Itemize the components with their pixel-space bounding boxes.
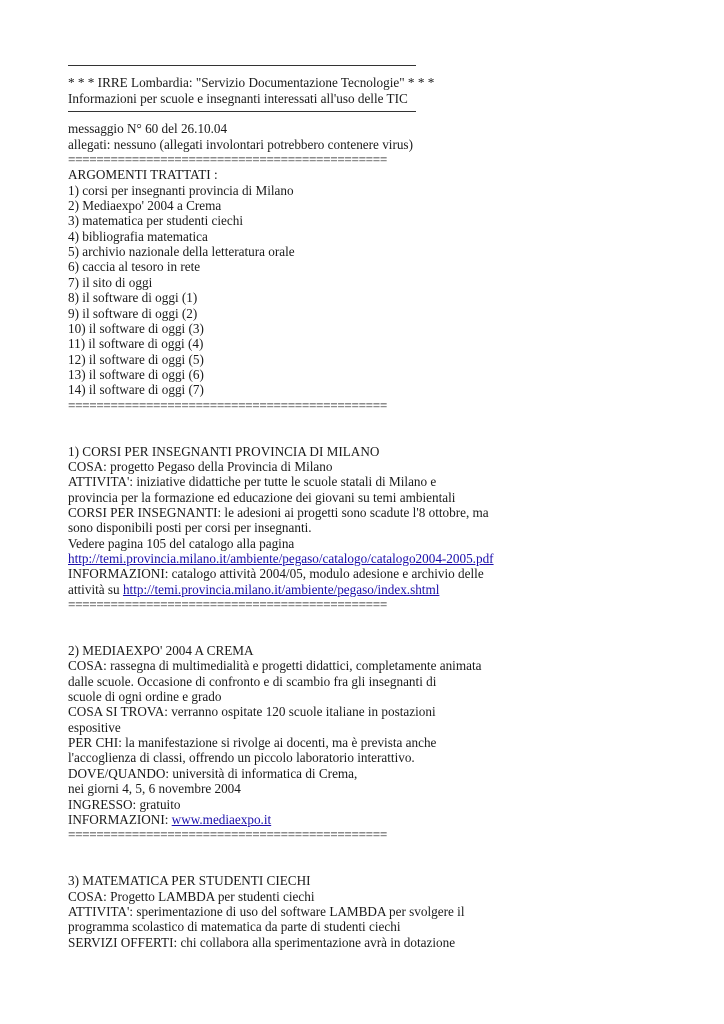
toc-item: 8) il software di oggi (1) (68, 290, 198, 306)
section-3-text: ATTIVITA': sperimentazione di uso del software LAMBDA per svolgere il (68, 903, 465, 919)
section-gap (68, 612, 708, 643)
section-2-text: PER CHI: la manifestazione si rivolge ai docenti, ma è prevista anche (68, 735, 437, 751)
header-rule (68, 106, 708, 121)
toc-item: 9) il software di oggi (2) (68, 305, 198, 321)
toc-item: 5) archivio nazionale della letteratura orale (68, 244, 295, 260)
toc-item: 7) il sito di oggi (68, 274, 153, 290)
attachments-note: allegati: nessuno (allegati involontari potrebbero contenere virus) (68, 136, 413, 152)
section-2-text: COSA: rassegna di multimedialità e progetti didattici, completamente animata (68, 658, 482, 674)
section-1-text: Vedere pagina 105 del catalogo alla pagina (68, 535, 295, 551)
section-2-text: nei giorni 4, 5, 6 novembre 2004 (68, 781, 241, 797)
section-3-text: programma scolastico di matematica da parte di studenti ciechi (68, 919, 401, 935)
separator-line: ============================================= (68, 152, 387, 168)
toc-item: 14) il software di oggi (7) (68, 382, 204, 398)
section-1-title: 1) CORSI PER INSEGNANTI PROVINCIA DI MILANO (68, 443, 380, 459)
newsletter-title: * * * IRRE Lombardia: "Servizio Documentazione Tecnologie" * * * (68, 75, 435, 91)
section-2-text: l'accoglienza di classi, offrendo un piccolo laboratorio interattivo. (68, 750, 415, 766)
section-2-text: espositive (68, 719, 121, 735)
mediaexpo-link-line (68, 812, 708, 827)
toc-item: 3) matematica per studenti ciechi (68, 213, 244, 229)
separator-line: ============================================= (68, 397, 387, 413)
section-2-text: COSA SI TROVA: verranno ospitate 120 scuole italiane in postazioni (68, 704, 436, 720)
toc-item: 13) il software di oggi (6) (68, 366, 204, 382)
section-gap (68, 413, 708, 444)
mediaexpo-link[interactable]: www.mediaexpo.it (171, 811, 272, 827)
toc-item: 10) il software di oggi (3) (68, 320, 204, 336)
top-rule (68, 60, 708, 75)
section-2-title: 2) MEDIAEXPO' 2004 A CREMA (68, 643, 254, 659)
section-3-text: COSA: Progetto LAMBDA per studenti ciechi (68, 888, 315, 904)
info-prefix: INFORMAZIONI: (68, 811, 172, 827)
pegaso-index-link[interactable]: http://temi.provincia.milano.it/ambiente/pegaso/index.shtml (122, 581, 440, 597)
section-1-text: provincia per la formazione ed educazione dei giovani su temi ambientali (68, 489, 456, 505)
section-2-text: scuole di ogni ordine e grado (68, 689, 222, 705)
index-link-line (68, 582, 708, 597)
section-2-text: DOVE/QUANDO: università di informatica di Crema, (68, 765, 358, 781)
toc-item: 1) corsi per insegnanti provincia di Milano (68, 182, 294, 198)
separator-line: ============================================= (68, 827, 387, 843)
section-2-text: INGRESSO: gratuito (68, 796, 181, 812)
section-1-text: CORSI PER INSEGNANTI: le adesioni ai progetti sono scadute l'8 ottobre, ma (68, 504, 489, 520)
newsletter-subtitle: Informazioni per scuole e insegnanti interessati all'uso delle TIC (68, 90, 408, 106)
info-prefix: attività su (68, 581, 123, 597)
section-gap (68, 843, 708, 874)
section-3-text: SERVIZI OFFERTI: chi collabora alla sperimentazione avrà in dotazione (68, 934, 456, 950)
toc-item: 6) caccia al tesoro in rete (68, 259, 201, 275)
section-3-title: 3) MATEMATICA PER STUDENTI CIECHI (68, 873, 311, 889)
toc-heading: ARGOMENTI TRATTATI : (68, 167, 218, 183)
message-number: messaggio N° 60 del 26.10.04 (68, 121, 228, 137)
catalog-link-line (68, 551, 708, 566)
section-1-text: ATTIVITA': iniziative didattiche per tutte le scuole statali di Milano e (68, 474, 437, 490)
toc-item: 2) Mediaexpo' 2004 a Crema (68, 198, 222, 214)
toc-item: 11) il software di oggi (4) (68, 336, 204, 352)
separator-line: ============================================= (68, 597, 387, 613)
section-1-text: sono disponibili posti per corsi per insegnanti. (68, 520, 312, 536)
newsletter-document (68, 60, 708, 950)
toc-item: 12) il software di oggi (5) (68, 351, 204, 367)
toc-item: 4) bibliografia matematica (68, 228, 208, 244)
section-1-text: INFORMAZIONI: catalogo attività 2004/05, modulo adesione e archivio delle (68, 566, 484, 582)
catalog-pdf-link[interactable]: http://temi.provincia.milano.it/ambiente/pegaso/catalogo/catalogo2004-2005.pdf (68, 551, 494, 566)
section-2-text: dalle scuole. Occasione di confronto e di scambio fra gli insegnanti di (68, 673, 437, 689)
section-1-text: COSA: progetto Pegaso della Provincia di Milano (68, 458, 333, 474)
